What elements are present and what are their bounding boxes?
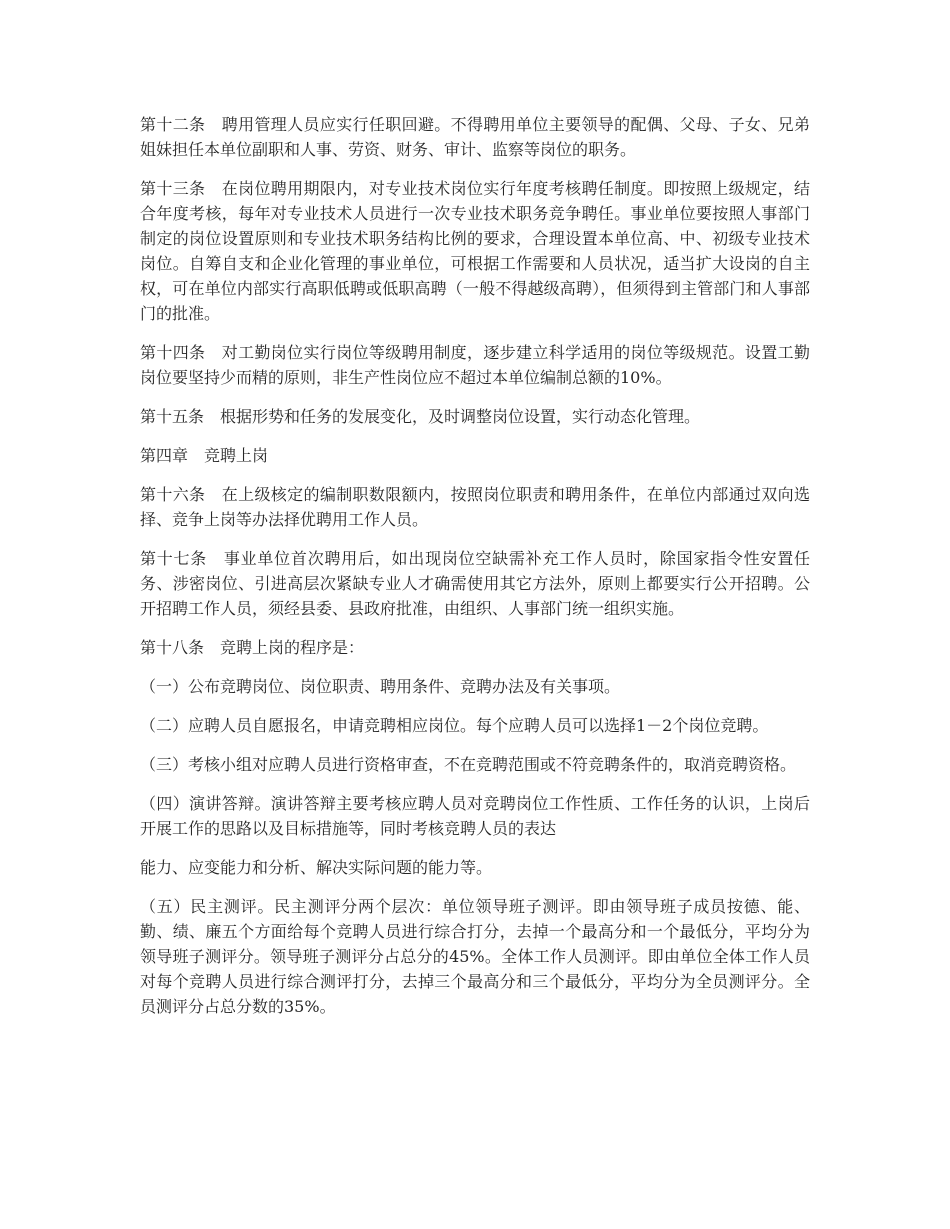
paragraph-article-15: 第十五条 根据形势和任务的发展变化，及时调整岗位设置，实行动态化管理。 xyxy=(140,407,701,426)
paragraph-article-17: 第十七条 事业单位首次聘用后，如出现岗位空缺需补充工作人员时，除国家指令性安置任务、涉密岗位、引进高层次紧缺专业人才确需使用其它方法外，原则上都要实行公开招聘。公开招聘工作人员，须经县委、县政府批准，由组织、人事部门统一组织实施。 xyxy=(140,549,810,618)
document-page xyxy=(140,112,810,1019)
list-item-3: （三）考核小组对应聘人员进行资格审查，不在竞聘范围或不符竞聘条件的，取消竞聘资格。 xyxy=(140,755,797,774)
list-item-1: （一）公布竞聘岗位、岗位职责、聘用条件、竞聘办法及有关事项。 xyxy=(140,677,621,696)
list-item-4-continued: 能力、应变能力和分析、解决实际问题的能力等。 xyxy=(140,858,493,877)
chapter-heading: 第四章 竞聘上岗 xyxy=(140,446,269,465)
paragraph-article-18: 第十八条 竞聘上岗的程序是： xyxy=(140,638,365,657)
list-item-5: （五）民主测评。民主测评分两个层次：单位领导班子测评。即由领导班子成员按德、能、勤、绩、廉五个方面给每个竞聘人员进行综合打分，去掉一个最高分和一个最低分，平均分为领导班子测评分。领导班子测评分占总分的45%。全体工作人员测评。即由单位全体工作人员对每个竞聘人员进行综合测评打分，去掉三个最高分和三个最低分，平均分为全员测评分。全员测评分占总分数的35%。 xyxy=(140,897,810,1016)
paragraph-article-14: 第十四条 对工勤岗位实行岗位等级聘用制度，逐步建立科学适用的岗位等级规范。设置工勤岗位要坚持少而精的原则，非生产性岗位应不超过本单位编制总额的10%。 xyxy=(140,343,810,387)
paragraph-article-12: 第十二条 聘用管理人员应实行任职回避。不得聘用单位主要领导的配偶、父母、子女、兄弟姐妹担任本单位副职和人事、劳资、财务、审计、监察等岗位的职务。 xyxy=(140,115,810,159)
paragraph-article-16: 第十六条 在上级核定的编制职数限额内，按照岗位职责和聘用条件，在单位内部通过双向选择、竞争上岗等办法择优聘用工作人员。 xyxy=(140,485,810,529)
list-item-2: （二）应聘人员自愿报名，申请竞聘相应岗位。每个应聘人员可以选择1－2个岗位竞聘。 xyxy=(140,716,769,735)
paragraph-article-13: 第十三条 在岗位聘用期限内，对专业技术岗位实行年度考核聘任制度。即按照上级规定，结合年度考核，每年对专业技术人员进行一次专业技术职务竞争聘任。事业单位要按照人事部门制定的岗位设置原则和专业技术职务结构比例的要求，合理设置本单位高、中、初级专业技术岗位。自筹自支和企业化管理的事业单位，可根据工作需要和人员状况，适当扩大设岗的自主权，可在单位内部实行高职低聘或低职高聘（一般不得越级高聘），但须得到主管部门和人事部门的批准。 xyxy=(140,179,810,323)
list-item-4: （四）演讲答辩。演讲答辩主要考核应聘人员对竞聘岗位工作性质、工作任务的认识，上岗后开展工作的思路以及目标措施等，同时考核竞聘人员的表达 xyxy=(140,794,810,838)
